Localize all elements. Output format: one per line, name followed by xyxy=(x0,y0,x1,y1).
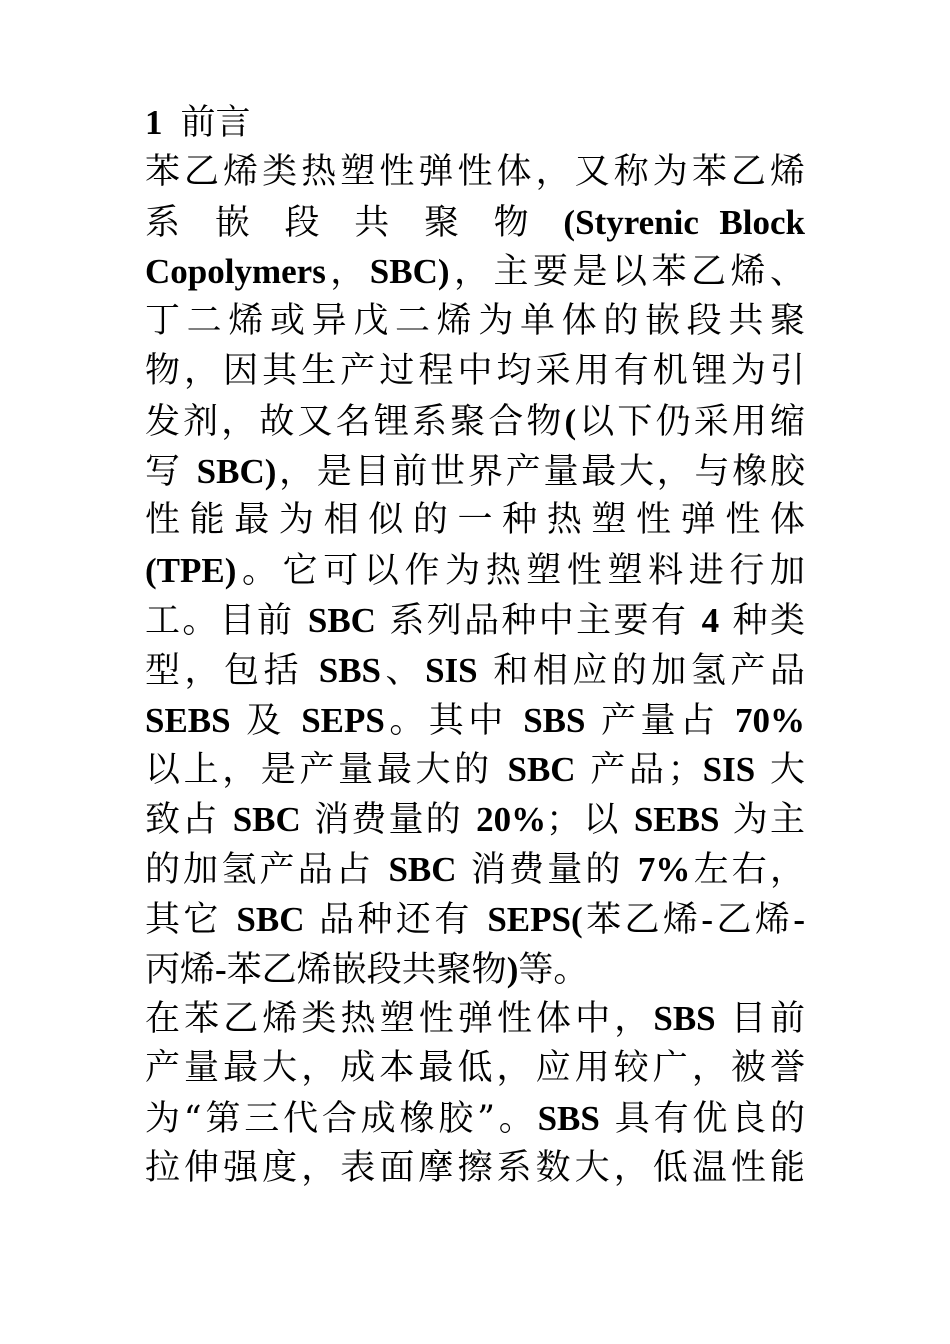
paragraph-line: 为“第三代合成橡胶”。SBS 具有优良的 xyxy=(145,1098,805,1139)
paragraph-line: 型，包括 SBS、SIS 和相应的加氢产品 xyxy=(145,650,805,691)
paragraph-line: (TPE)。它可以作为热塑性塑料进行加 xyxy=(145,551,805,592)
paragraph-line: 以上，是产量最大的 SBC 产品；SIS 大 xyxy=(145,750,805,791)
paragraph-line: 的加氢产品占 SBC 消费量的 7%左右， xyxy=(145,849,805,890)
paragraph-line: 物，因其生产过程中均采用有机锂为引 xyxy=(145,350,805,391)
paragraph-line: 苯乙烯类热塑性弹性体，又称为苯乙烯 xyxy=(145,151,805,192)
section-title: 前言 xyxy=(180,103,251,143)
paragraph-line: 工。目前 SBC 系列品种中主要有 4 种类 xyxy=(145,600,805,641)
paragraph-line: 拉伸强度，表面摩擦系数大，低温性能 xyxy=(145,1147,805,1188)
paragraph-line: 在苯乙烯类热塑性弹性体中，SBS 目前 xyxy=(145,999,805,1040)
paragraph-line: 系 嵌 段 共 聚 物 (Styrenic Block xyxy=(145,202,805,243)
paragraph-line: SEBS 及 SEPS。其中 SBS 产量占 70% xyxy=(145,700,805,741)
paragraph-line: 产量最大，成本最低，应用较广，被誉 xyxy=(145,1048,805,1089)
paragraph-line: 发剂，故又名锂系聚合物(以下仍采用缩 xyxy=(145,401,805,442)
document-page xyxy=(145,98,805,1194)
paragraph-line: 丁二烯或异戊二烯为单体的嵌段共聚 xyxy=(145,301,805,342)
section-number: 1 xyxy=(145,103,163,142)
paragraph-line: 致占 SBC 消费量的 20%；以 SEBS 为主 xyxy=(145,800,805,841)
paragraph-1 xyxy=(145,148,805,995)
paragraph-line: Copolymers，SBC)，主要是以苯乙烯、 xyxy=(145,252,805,293)
paragraph-line: 性能最为相似的一种热塑性弹性体 xyxy=(145,500,805,541)
paragraph-line: 写 SBC)，是目前世界产量最大，与橡胶 xyxy=(145,451,805,492)
paragraph-line: 其它 SBC 品种还有 SEPS(苯乙烯-乙烯- xyxy=(145,899,805,940)
section-heading xyxy=(145,98,805,148)
paragraph-2 xyxy=(145,994,805,1193)
paragraph-line: 丙烯-苯乙烯嵌段共聚物)等。 xyxy=(145,949,589,990)
